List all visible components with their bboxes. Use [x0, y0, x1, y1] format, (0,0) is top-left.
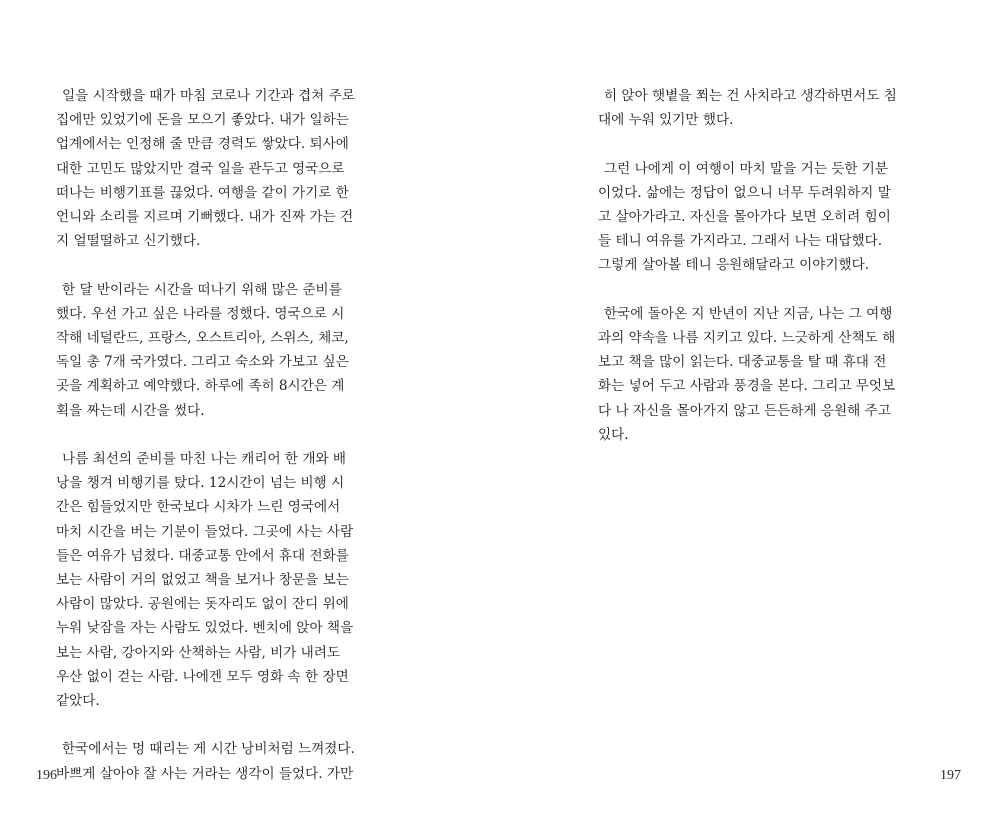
paragraph: 한국에서는 멍 때리는 게 시간 낭비처럼 느껴졌다. 바쁘게 살아야 잘 사는 거라는 생각이 들었다. 가만: [56, 741, 355, 782]
paragraph: 한 달 반이라는 시간을 떠나기 위해 많은 준비를 했다. 우선 가고 싶은 나라를 정했다. 영국으로 시 작해 네덜란드, 프랑스, 오스트리아, 스위스, 체코, 독일 총 7개 국가였다. 그리고 숙소와 가보고 싶은 곳을 계획하고 예약했다. 하루에 족히 8시간은 계 획을 짜는데 시간을 썼다.: [56, 281, 349, 419]
page-number-right: 197: [940, 768, 961, 783]
left-page-body: [56, 84, 408, 786]
right-page-body: [598, 84, 950, 447]
paragraph: 나름 최선의 준비를 마친 나는 캐리어 한 개와 배 낭을 챙겨 비행기를 탔다. 12시간이 넘는 비행 시 간은 힘들었지만 한국보다 시차가 느린 영국에서 마치 시간을 버는 기분이 들었다. 그곳에 사는 사람 들은 여유가 넘쳤다. 대중교통 안에서 휴대 전화를 보는 사람이 거의 없었고 책을 보거나 창문을 보는 사람이 많았다. 공원에는 돗자리도 없이 잔디 위에 누워 낮잠을 자는 사람도 있었다. 벤치에 앉아 책을 보는 사람, 강아지와 산책하는 사람, 비가 내려도 우산 없이 걷는 사람. 나에겐 모두 영화 속 한 장면 같았다.: [56, 451, 354, 710]
paragraph: 일을 시작했을 때가 마침 코로나 기간과 겹쳐 주로 집에만 있었기에 돈을 모으기 좋았다. 내가 일하는 업계에서는 인정해 줄 만큼 경력도 쌓았다. 퇴사에 대한 고민도 많았지만 결국 일을 관두고 영국으로 떠나는 비행기표를 끊었다. 여행을 같이 가기로 한 언니와 소리를 지르며 기뻐했다. 내가 진짜 가는 건 지 얼떨떨하고 신기했다.: [56, 88, 355, 250]
paragraph: 히 앉아 햇볕을 쬐는 건 사치라고 생각하면서도 침 대에 누워 있기만 했다.: [598, 88, 897, 129]
paragraph: 한국에 돌아온 지 반년이 지난 지금, 나는 그 여행 과의 약속을 나름 지키고 있다. 느긋하게 산책도 해 보고 책을 많이 읽는다. 대중교통을 탈 때 휴대 전 화는 넣어 두고 사람과 풍경을 본다. 그리고 무엇보 다 나 자신을 몰아가지 않고 든든하게 응원해 주고 있다.: [598, 305, 896, 443]
page-number-left: 196: [36, 768, 57, 783]
paragraph: 그런 나에게 이 여행이 마치 말을 거는 듯한 기분 이었다. 삶에는 정답이 없으니 너무 두려워하지 말 고 살아가라고. 자신을 몰아가다 보면 오히려 힘이 들 테니 여유를 가지라고. 그래서 나는 대답했다. 그렇게 살아볼 테니 응원해달라고 이야기했다.: [598, 160, 891, 274]
right-page: [500, 0, 1000, 832]
